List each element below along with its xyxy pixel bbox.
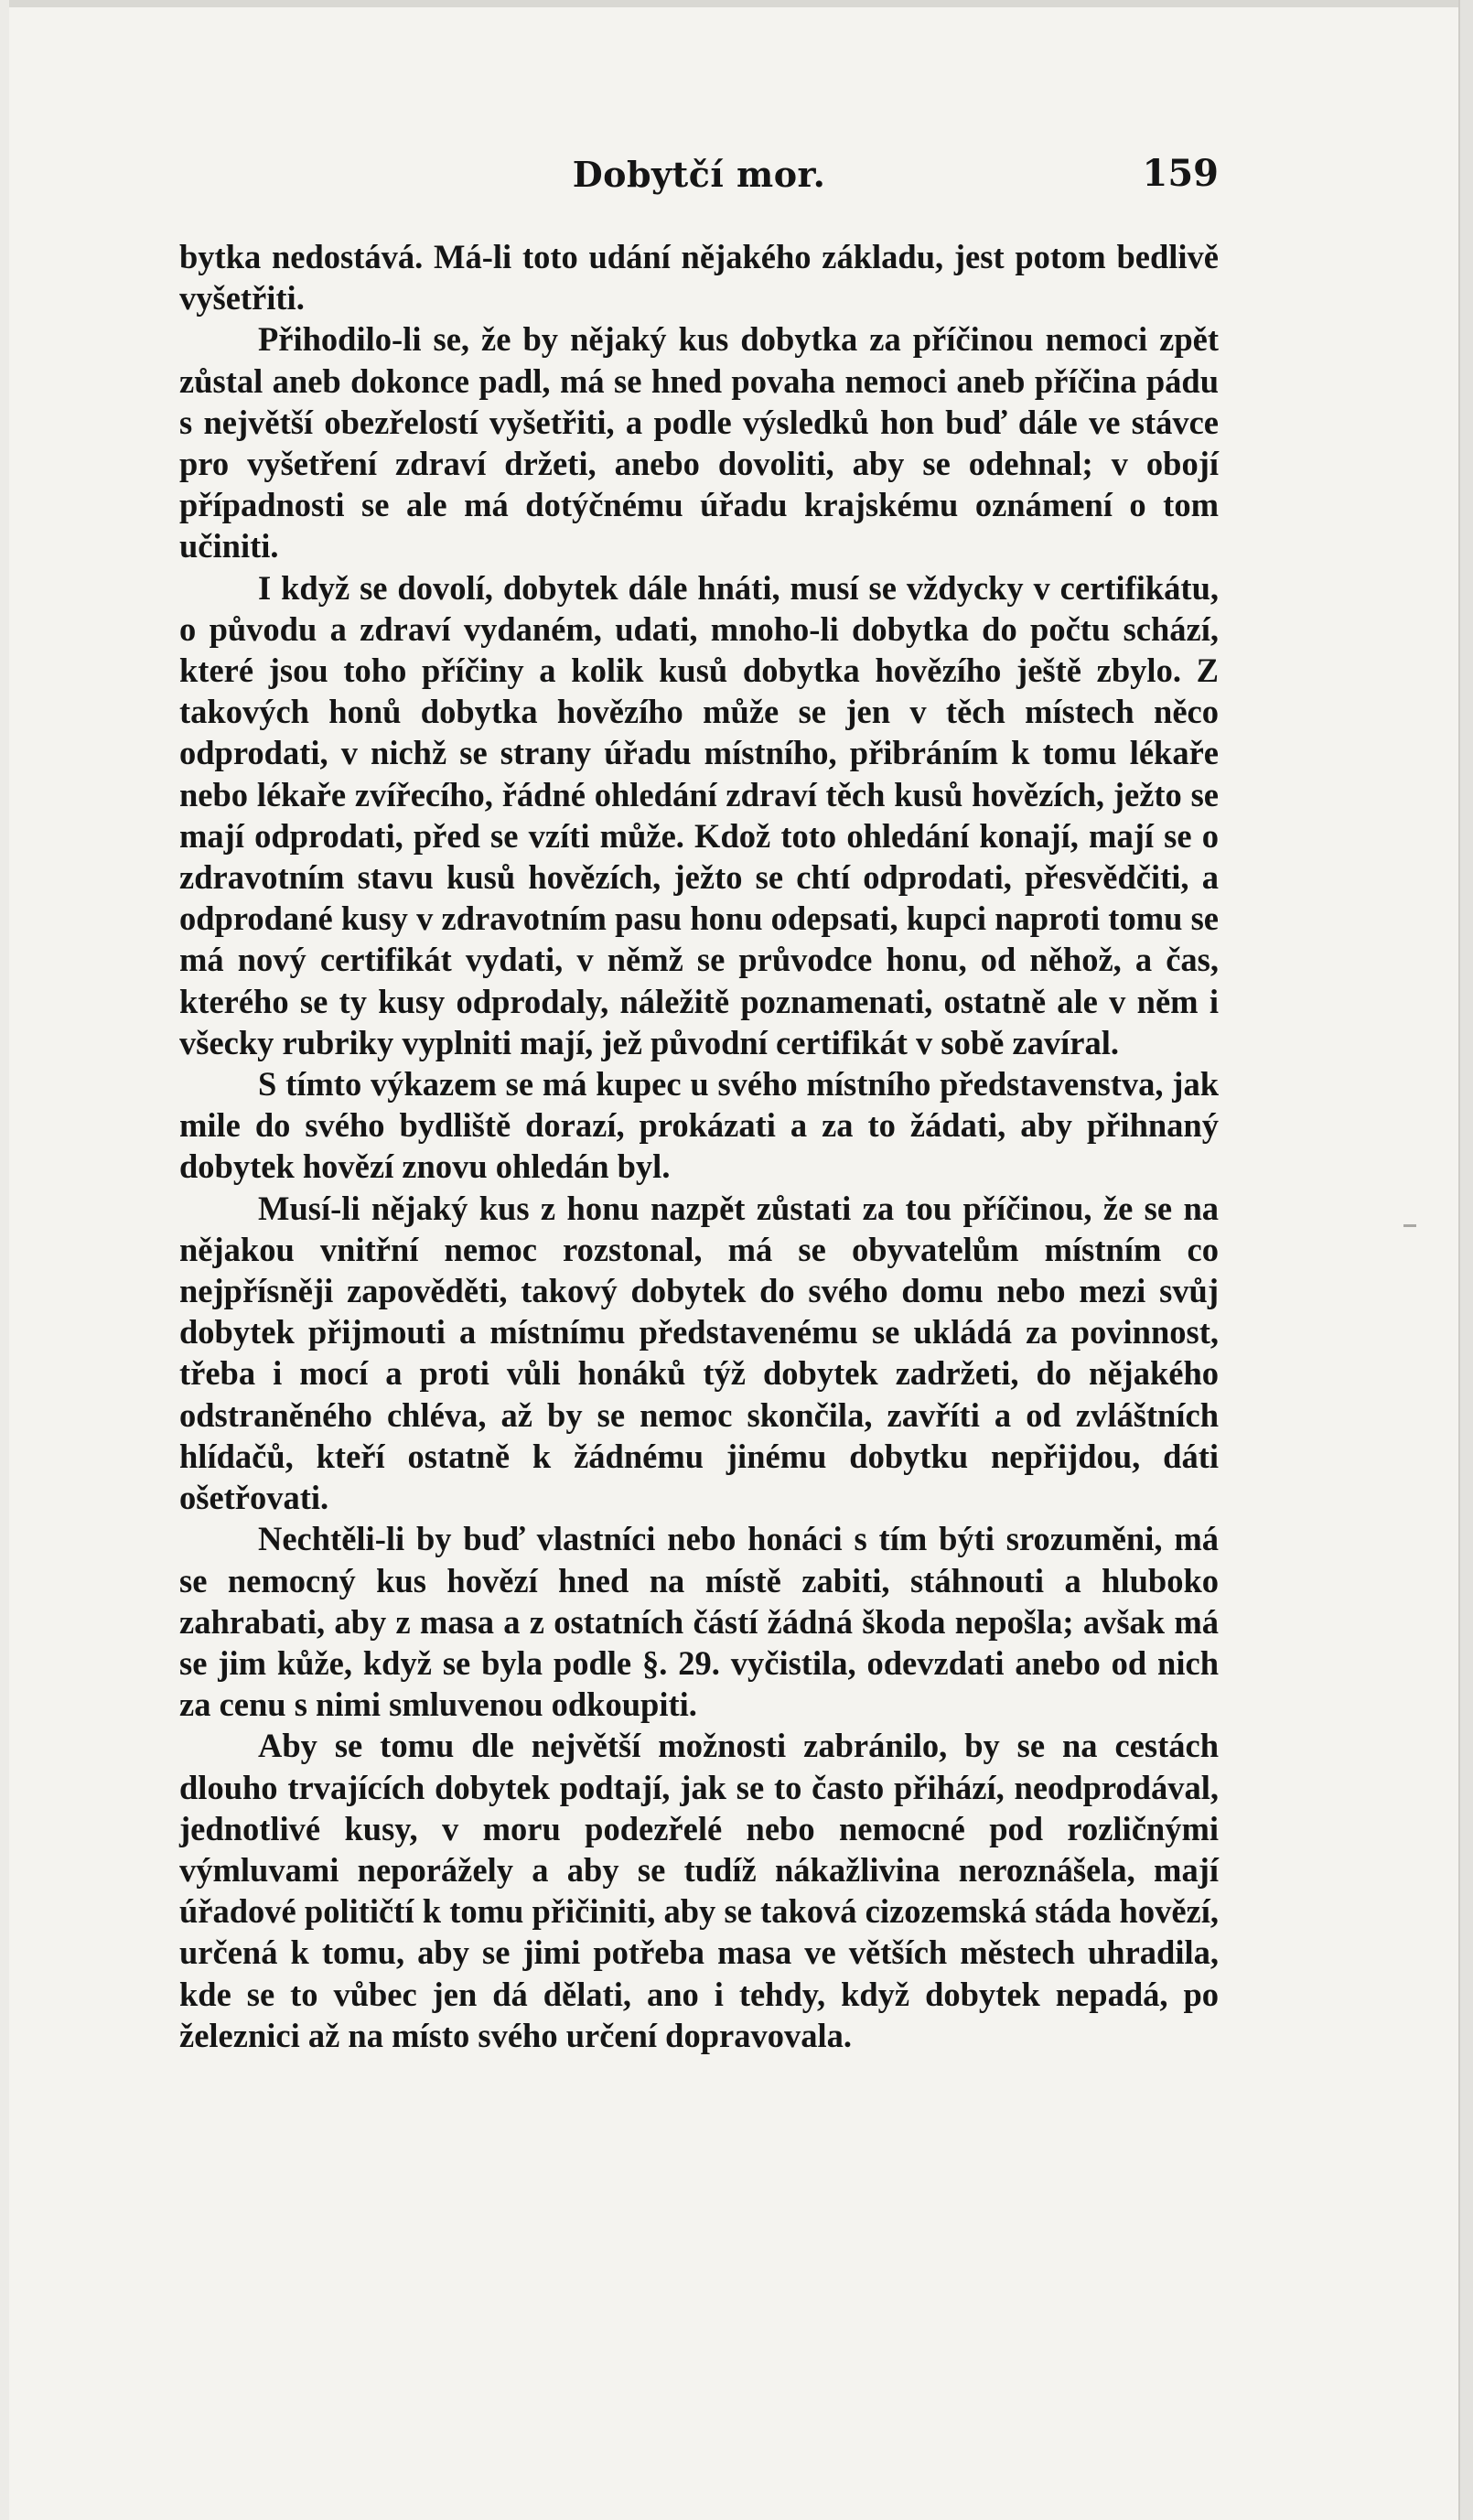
paragraph: Přihodilo-li se, že by nějaký kus dobytka za příčinou nemoci zpět zůstal aneb dokonce padl, má se hned povaha nemoci aneb příčina pádu s největší obezřelostí vyšetřiti, a podle výsledků hon buď dále ve stávce pro vyšetření zdraví držeti, anebo dovoliti, aby se odehnal; v obojí případnosti se ale má dotýčnému úřadu krajskému oznámení o tom učiniti. xyxy=(179,320,1219,565)
page-number: 159 xyxy=(1142,152,1219,195)
scan-top-edge xyxy=(0,0,1473,7)
paragraph: S tímto výkazem se má kupec u svého místního představenstva, jak mile do svého bydliště dorazí, prokázati a za to žádati, aby přihnaný dobytek hovězí znovu ohledán byl. xyxy=(179,1065,1219,1186)
page-header xyxy=(179,154,1219,199)
scan-right-edge xyxy=(1458,0,1473,2520)
margin-mark xyxy=(1403,1224,1416,1227)
paragraph-continuation: bytka nedostává. Má-li toto udání nějakého základu, jest potom bedlivě vyšetřiti. xyxy=(179,238,1219,318)
paragraph: Nechtěli-li by buď vlastníci nebo honáci s tím býti srozuměni, má se nemocný kus hovězí hned na místě zabiti, stáhnouti a hluboko zahrabati, aby z masa a z ostatních částí žádná škoda nepošla; avšak má se jim kůže, když se byla podle §. 29. vyčistila, odevzdati anebo od nich za cenu s nimi smluvenou odkoupiti. xyxy=(179,1520,1219,1724)
body-text xyxy=(179,236,1219,2056)
scan-left-edge xyxy=(0,0,9,2520)
paragraph: Aby se tomu dle největší možnosti zabránilo, by se na cestách dlouho trvajících dobytek podtají, jak se to často přihází, neodprodával, jednotlivé kusy, v moru podezřelé nebo nemocné pod rozličnými výmluvami neporážely a aby se tudíž nákažlivina neroznášela, mají úřadové političtí k tomu přičiniti, aby se taková cizozemská stáda hovězí, určená k tomu, aby se jimi potřeba masa ve větších městech uhradila, kde se to vůbec jen dá dělati, ano i tehdy, když dobytek nepadá, po železnici až na místo svého určení dopravovala. xyxy=(179,1727,1219,2054)
paragraph: I když se dovolí, dobytek dále hnáti, musí se vždycky v certifikátu, o původu a zdraví vydaném, udati, mnoho-li dobytka do počtu schází, které jsou toho příčiny a kolik kusů dobytka hovězího ještě zbylo. Z takových honů dobytka hovězího může se jen v těch místech něco odprodati, v nichž se strany úřadu místního, přibráním k tomu lékaře nebo lékaře zvířecího, řádné ohledání zdraví těch kusů hovězích, ježto se mají odprodati, před se vzíti může. Kdož toto ohledání konají, mají se o zdravotním stavu kusů hovězích, ježto se chtí odprodati, přesvědčiti, a odprodané kusy v zdravotním pasu honu odepsati, kupci naproti tomu se má nový certifikát vydati, v němž se průvodce honu, od něhož, a čas, kterého se ty kusy odprodaly, náležitě poznamenati, ostatně ale v něm i všecky rubriky vyplniti mají, jež původní certifikát v sobě zavíral. xyxy=(179,568,1219,1061)
paragraph: Musí-li nějaký kus z honu nazpět zůstati za tou příčinou, že se na nějakou vnitřní nemoc rozstonal, má se obyvatelům místním co nejpřísněji zapověděti, takový dobytek do svého domu nebo mezi svůj dobytek přijmouti a místnímu představenému se ukládá za povinnost, třeba i mocí a proti vůli honáků týž dobytek zadržeti, do nějakého odstraněného chléva, až by se nemoc skončila, zavříti a od zvláštních hlídačů, kteří ostatně k žádnému jinému dobytku nepřijdou, dáti ošetřovati. xyxy=(179,1189,1219,1517)
running-title: Dobytčí mor. xyxy=(572,154,826,195)
